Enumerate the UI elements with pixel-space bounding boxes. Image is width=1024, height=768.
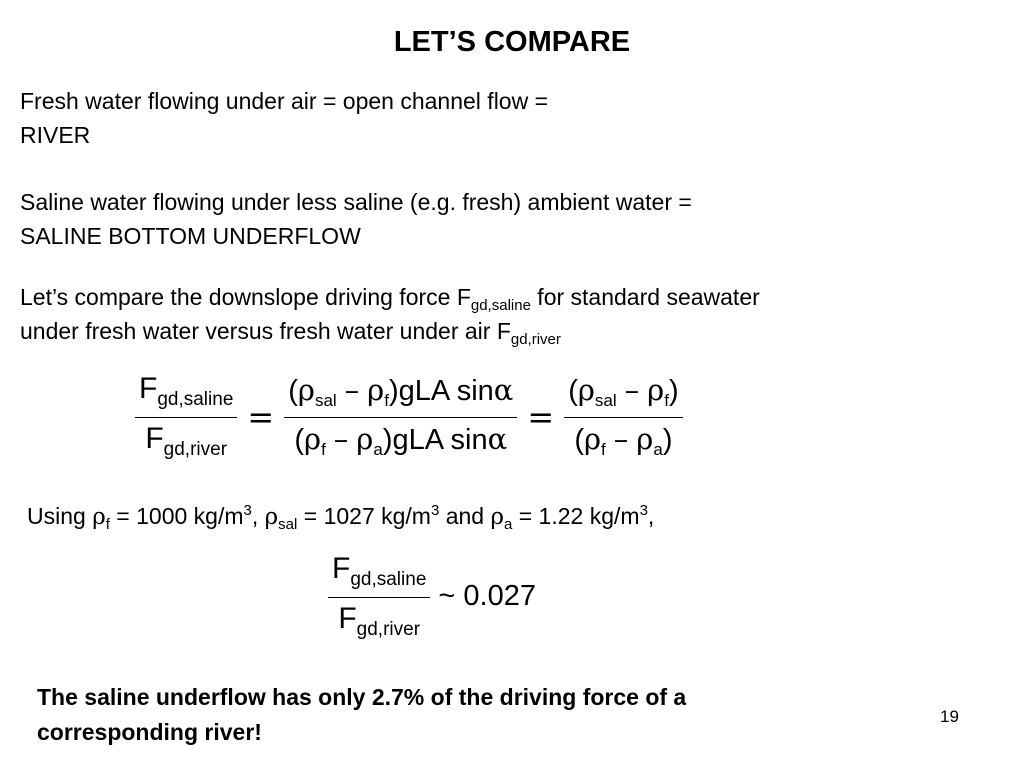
value-rho-a: = 1.22 kg/m: [512, 503, 640, 529]
value-rho-f: = 1000 kg/m: [109, 503, 244, 529]
result-equation: [328, 552, 536, 641]
density-gla-fraction: [284, 373, 517, 460]
separator-and: and: [439, 503, 491, 529]
alpha-symbol: α: [487, 422, 508, 456]
intro-text-c: under fresh water versus fresh water under air F: [20, 318, 511, 344]
conclusion-line2: corresponding river!: [37, 719, 262, 745]
minus-sign: –: [624, 373, 640, 407]
density-fraction: [564, 373, 682, 460]
separator-comma: ,: [251, 503, 265, 529]
minus-sign: –: [333, 422, 349, 456]
rho-symbol: ρ: [636, 422, 654, 456]
f-symbol: F: [338, 602, 357, 635]
sub-a: a: [373, 440, 383, 459]
sub-gd-saline: gd,saline: [350, 569, 427, 590]
f-symbol: F: [145, 422, 164, 455]
sub-sal: sal: [278, 516, 298, 533]
trailing-comma: ,: [647, 503, 655, 529]
sub-a: a: [504, 516, 513, 533]
paren-open: (: [288, 375, 298, 407]
paren-close: ): [388, 375, 399, 407]
intro-text-b: for standard seawater: [530, 284, 760, 310]
sup-3: 3: [430, 502, 440, 519]
conclusion-line1: The saline underflow has only 2.7% of the driving force of a: [37, 684, 687, 710]
force-ratio-denominator: [135, 418, 237, 461]
rho-symbol: ρ: [356, 422, 374, 456]
paren-close: ): [382, 424, 393, 456]
sub-f: f: [105, 516, 110, 533]
force-ratio-equation: [135, 372, 683, 461]
gla-sin-text: gLA sin: [398, 375, 494, 407]
using-prefix: Using: [27, 503, 93, 529]
slide-title: LET’S COMPARE: [393, 26, 631, 58]
sub-f: f: [321, 440, 326, 459]
force-ratio-numerator: [135, 372, 237, 418]
comparison-intro-line2: [20, 314, 760, 348]
page-number: 19: [940, 707, 959, 726]
comparison-intro-line1: [20, 280, 760, 314]
f-symbol: F: [332, 552, 351, 585]
rho-symbol: ρ: [583, 422, 602, 456]
sub-gd-river: gd,river: [356, 619, 421, 640]
paren-close: ): [668, 375, 679, 407]
result-denominator: [328, 598, 430, 641]
paren-open: (: [294, 424, 304, 456]
result-value: ~ 0.027: [438, 580, 536, 612]
paren-open: (: [568, 375, 578, 407]
rho-symbol: ρ: [577, 373, 595, 407]
sub-a: a: [653, 440, 663, 459]
gla-sin-text: gLA sin: [392, 424, 488, 456]
alpha-symbol: α: [493, 373, 514, 407]
sup-3: 3: [639, 502, 648, 519]
sup-3: 3: [243, 502, 252, 519]
density-denominator: [564, 418, 682, 460]
intro-text-a: Let’s compare the downslope driving force F: [20, 284, 471, 310]
rho-symbol: ρ: [264, 504, 279, 530]
f-symbol: F: [139, 372, 158, 405]
river-definition: [20, 84, 548, 152]
sub-f: f: [384, 391, 389, 410]
sub-gd-saline: gd,saline: [157, 389, 234, 410]
sub-f: f: [601, 440, 606, 459]
sub-gd-river: gd,river: [163, 439, 228, 460]
density-numerator: [564, 373, 682, 418]
rho-symbol: ρ: [297, 373, 315, 407]
rho-symbol: ρ: [304, 422, 322, 456]
rho-symbol: ρ: [490, 504, 504, 530]
river-definition-line2: RIVER: [20, 122, 91, 148]
minus-sign: –: [613, 422, 629, 456]
equals-sign: =: [247, 397, 275, 436]
equals-sign: =: [527, 397, 555, 436]
rho-symbol: ρ: [367, 373, 385, 407]
underflow-definition: [20, 185, 692, 253]
density-gla-denominator: [284, 418, 517, 460]
rho-symbol: ρ: [647, 373, 665, 407]
conclusion-text: [37, 680, 686, 750]
paren-open: (: [574, 424, 584, 456]
density-values: [27, 503, 654, 533]
intro-sub-river: gd,river: [510, 331, 561, 348]
underflow-definition-line2: SALINE BOTTOM UNDERFLOW: [20, 223, 361, 249]
minus-sign: –: [344, 373, 360, 407]
river-definition-line1: Fresh water flowing under air = open channel flow =: [20, 88, 549, 114]
rho-symbol: ρ: [92, 504, 106, 530]
underflow-definition-line1: Saline water flowing under less saline (e.g. fresh) ambient water =: [20, 189, 692, 215]
comparison-intro: [20, 280, 760, 348]
result-numerator: [328, 552, 430, 598]
sub-sal: sal: [314, 391, 337, 410]
result-fraction: [328, 552, 430, 641]
value-rho-sal: = 1027 kg/m: [297, 503, 431, 529]
density-gla-numerator: [284, 373, 517, 418]
paren-close: ): [662, 424, 673, 456]
sub-f: f: [664, 391, 669, 410]
force-ratio-fraction: [135, 372, 237, 461]
sub-sal: sal: [594, 391, 617, 410]
intro-sub-saline: gd,saline: [470, 297, 531, 314]
